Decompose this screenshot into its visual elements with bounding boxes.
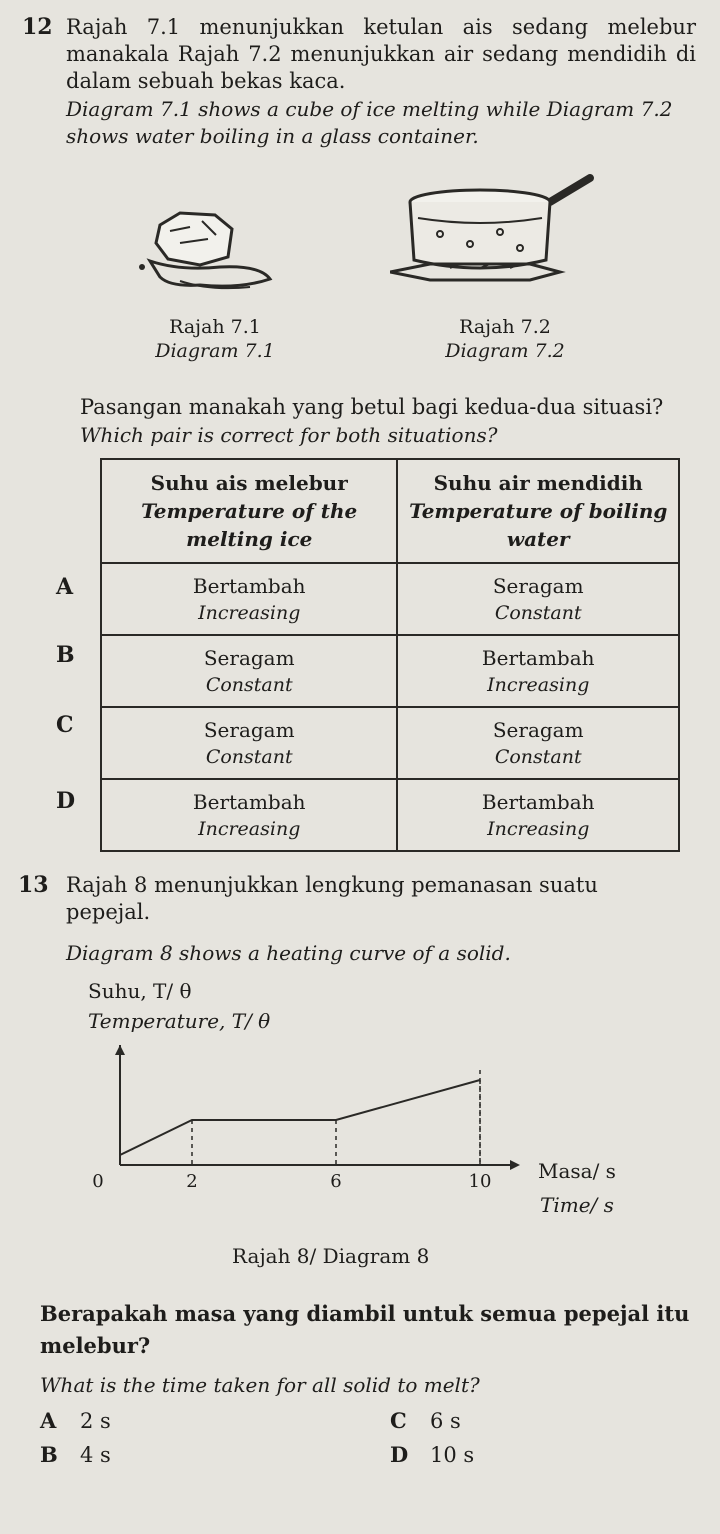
x-tick-label: 6 (330, 1171, 342, 1192)
option-letter-d: D (56, 788, 76, 814)
table-cell: Bertambah Increasing (101, 563, 397, 635)
table-cell: Seragam Constant (101, 635, 397, 707)
header-melting-ice: Suhu ais melebur Temperature of the melting ice (101, 459, 397, 563)
header-boiling-water: Suhu air mendidih Temperature of boiling water (397, 459, 679, 563)
boiling-water-figure (390, 168, 610, 298)
question-13-prompt-en: What is the time taken for all solid to melt? (40, 1373, 480, 1397)
answer-text: 4 s (80, 1443, 111, 1467)
option-letter-a: A (56, 574, 74, 600)
answer-letter: B (40, 1442, 58, 1467)
melting-ice-figure (120, 195, 300, 305)
question-12-text-ms: Rajah 7.1 menunjukkan ketulan ais sedang melebur manakala Rajah 7.2 menunjukkan air sedang mendidih di dalam sebuah bekas kaca. (66, 15, 696, 93)
answer-option-a[interactable] (40, 1408, 111, 1433)
answer-letter: C (390, 1408, 407, 1433)
table-cell: Bertambah Increasing (101, 779, 397, 851)
answer-options-table (100, 458, 680, 852)
table-cell: Bertambah Increasing (397, 635, 679, 707)
table-row (101, 779, 679, 851)
question-12-prompt-en: Which pair is correct for both situations? (80, 423, 498, 447)
diagram-7-1-caption-en: Diagram 7.1 (155, 340, 275, 362)
chart-xlabel-en: Time/ s (540, 1193, 614, 1217)
chart-ylabel-en: Temperature, T/ θ (88, 1009, 271, 1033)
option-letter-b: B (56, 642, 75, 668)
answer-letter: A (40, 1408, 57, 1433)
table-cell: Seragam Constant (101, 707, 397, 779)
question-12-number: 12 (22, 14, 53, 40)
table-header-row (101, 459, 679, 563)
chart-xlabel-ms: Masa/ s (538, 1159, 616, 1183)
diagram-7-1-caption-ms: Rajah 7.1 (169, 316, 261, 338)
chart-ylabel-ms: Suhu, T/ θ (88, 979, 192, 1003)
y-axis-arrow (115, 1045, 125, 1055)
diagram-8-caption: Rajah 8/ Diagram 8 (232, 1244, 430, 1268)
table-cell: Bertambah Increasing (397, 779, 679, 851)
table-cell: Seragam Constant (397, 563, 679, 635)
table-row (101, 635, 679, 707)
answer-option-c[interactable] (390, 1408, 461, 1433)
option-letter-c: C (56, 712, 74, 738)
table-row (101, 707, 679, 779)
x-tick-label: 0 (92, 1171, 104, 1192)
question-12-text-en: Diagram 7.1 shows a cube of ice melting while Diagram 7.2 shows water boiling in a glass container. (66, 97, 673, 148)
question-13-text-en: Diagram 8 shows a heating curve of a solid. (66, 941, 511, 965)
answer-text: 6 s (430, 1409, 461, 1433)
question-13-text-ms: Rajah 8 menunjukkan lengkung pemanasan suatu pepejal. (66, 873, 598, 924)
question-12-prompt-ms: Pasangan manakah yang betul bagi kedua-dua situasi? (80, 395, 664, 419)
diagram-7-2-caption-ms: Rajah 7.2 (459, 316, 551, 338)
x-axis-arrow (510, 1160, 520, 1170)
diagram-7-2-caption-en: Diagram 7.2 (445, 340, 565, 362)
answer-letter: D (390, 1442, 409, 1467)
question-13-prompt-ms: Berapakah masa yang diambil untuk semua pepejal itu melebur? (40, 1301, 690, 1358)
table-row (101, 563, 679, 635)
answer-option-d[interactable] (390, 1442, 474, 1467)
question-13-number: 13 (18, 872, 49, 898)
answer-option-b[interactable] (40, 1442, 111, 1467)
x-tick-label: 10 (468, 1171, 492, 1192)
answer-text: 2 s (80, 1409, 111, 1433)
table-cell: Seragam Constant (397, 707, 679, 779)
answer-text: 10 s (430, 1443, 475, 1467)
x-tick-label: 2 (186, 1171, 198, 1192)
heating-curve-line (120, 1080, 480, 1155)
